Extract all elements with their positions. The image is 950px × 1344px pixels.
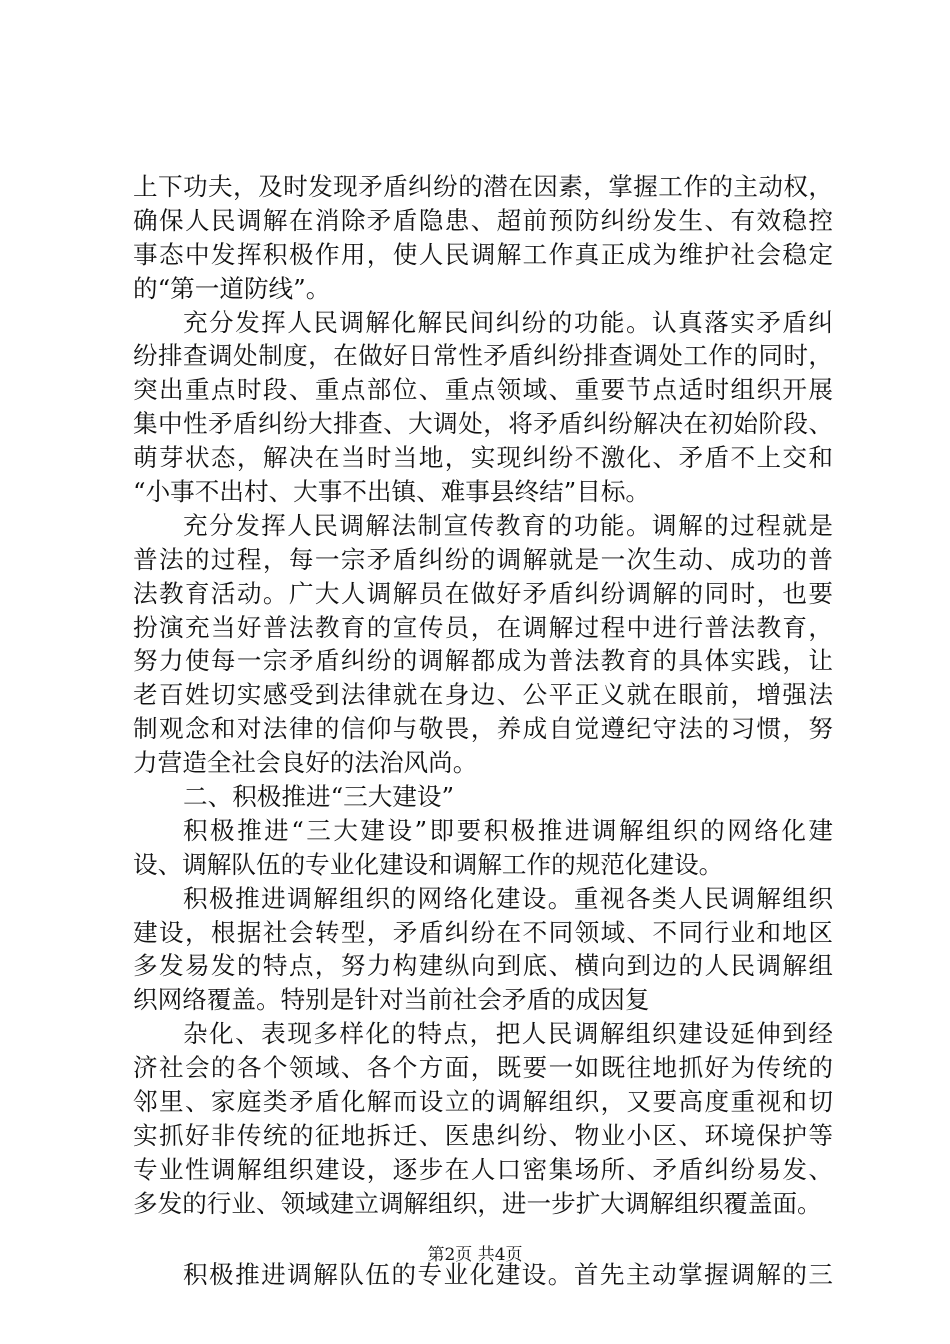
- text-line: 制观念和对法律的信仰与敬畏，养成自觉遵纪守法的习惯，努: [133, 714, 833, 744]
- text-line: 的“第一道防线”。: [133, 273, 331, 303]
- paragraph-start-line: 充分发挥人民调解法制宣传教育的功能。调解的过程就是: [183, 510, 833, 540]
- text-line: 设、调解队伍的专业化建设和调解工作的规范化建设。: [133, 849, 724, 879]
- text-line: 多发易发的特点，努力构建纵向到底、横向到边的人民调解组: [133, 951, 833, 981]
- text-line: 突出重点时段、重点部位、重点领域、重要节点适时组织开展: [133, 375, 833, 405]
- text-line: 邻里、家庭类矛盾化解而设立的调解组织，又要高度重视和切: [133, 1087, 833, 1117]
- text-line: 多发的行业、领域建立调解组织，进一步扩大调解组织覆盖面。: [133, 1188, 822, 1218]
- text-line: 集中性矛盾纠纷大排查、大调处，将矛盾纠纷解决在初始阶段、: [133, 409, 833, 439]
- text-line: 法教育活动。广大人调解员在做好矛盾纠纷调解的同时，也要: [133, 578, 833, 608]
- text-line: 力营造全社会良好的法治风尚。: [133, 748, 478, 778]
- text-line: 扮演充当好普法教育的宣传员，在调解过程中进行普法教育，: [133, 612, 833, 642]
- section-heading: 二、积极推进“三大建设”: [183, 782, 455, 812]
- paragraph-start-line: 充分发挥人民调解化解民间纠纷的功能。认真落实矛盾纠: [183, 307, 833, 337]
- text-line: “小事不出村、大事不出镇、难事县终结”目标。: [133, 477, 651, 507]
- paragraph-start-line: 积极推进调解组织的网络化建设。重视各类人民调解组织: [183, 883, 833, 913]
- text-line: 织网络覆盖。特别是针对当前社会矛盾的成因复: [133, 985, 650, 1015]
- paragraph-start-line: 积极推进调解队伍的专业化建设。首先主动掌握调解的三: [183, 1259, 833, 1289]
- text-line: 上下功夫，及时发现矛盾纠纷的潜在因素，掌握工作的主动权，: [133, 172, 833, 201]
- text-line: 建设，根据社会转型，矛盾纠纷在不同领域、不同行业和地区: [133, 917, 833, 947]
- text-line: 济社会的各个领域、各个方面，既要一如既往地抓好为传统的: [133, 1053, 833, 1083]
- page-number-footer: 第2页 共4页: [427, 1245, 523, 1265]
- text-line: 实抓好非传统的征地拆迁、医患纠纷、物业小区、环境保护等: [133, 1120, 833, 1150]
- paragraph-start-line: 积极推进“三大建设”即要积极推进调解组织的网络化建: [183, 815, 833, 845]
- text-line: 普法的过程，每一宗矛盾纠纷的调解就是一次生动、成功的普: [133, 544, 833, 574]
- text-line: 萌芽状态，解决在当时当地，实现纠纷不激化、矛盾不上交和: [133, 443, 833, 473]
- text-line: 纷排查调处制度，在做好日常性矛盾纠纷排查调处工作的同时，: [133, 341, 833, 371]
- text-line: 努力使每一宗矛盾纠纷的调解都成为普法教育的具体实践，让: [133, 646, 833, 676]
- paragraph-start-line: 杂化、表现多样化的特点，把人民调解组织建设延伸到经: [183, 1019, 833, 1049]
- document-body: [133, 170, 833, 1292]
- text-line: 确保人民调解在消除矛盾隐患、超前预防纠纷发生、有效稳控: [133, 205, 833, 235]
- text-line: 专业性调解组织建设，逐步在人口密集场所、矛盾纠纷易发、: [133, 1154, 833, 1184]
- text-line: 事态中发挥积极作用，使人民调解工作真正成为维护社会稳定: [133, 239, 833, 269]
- text-line: 老百姓切实感受到法律就在身边、公平正义就在眼前，增强法: [133, 680, 833, 710]
